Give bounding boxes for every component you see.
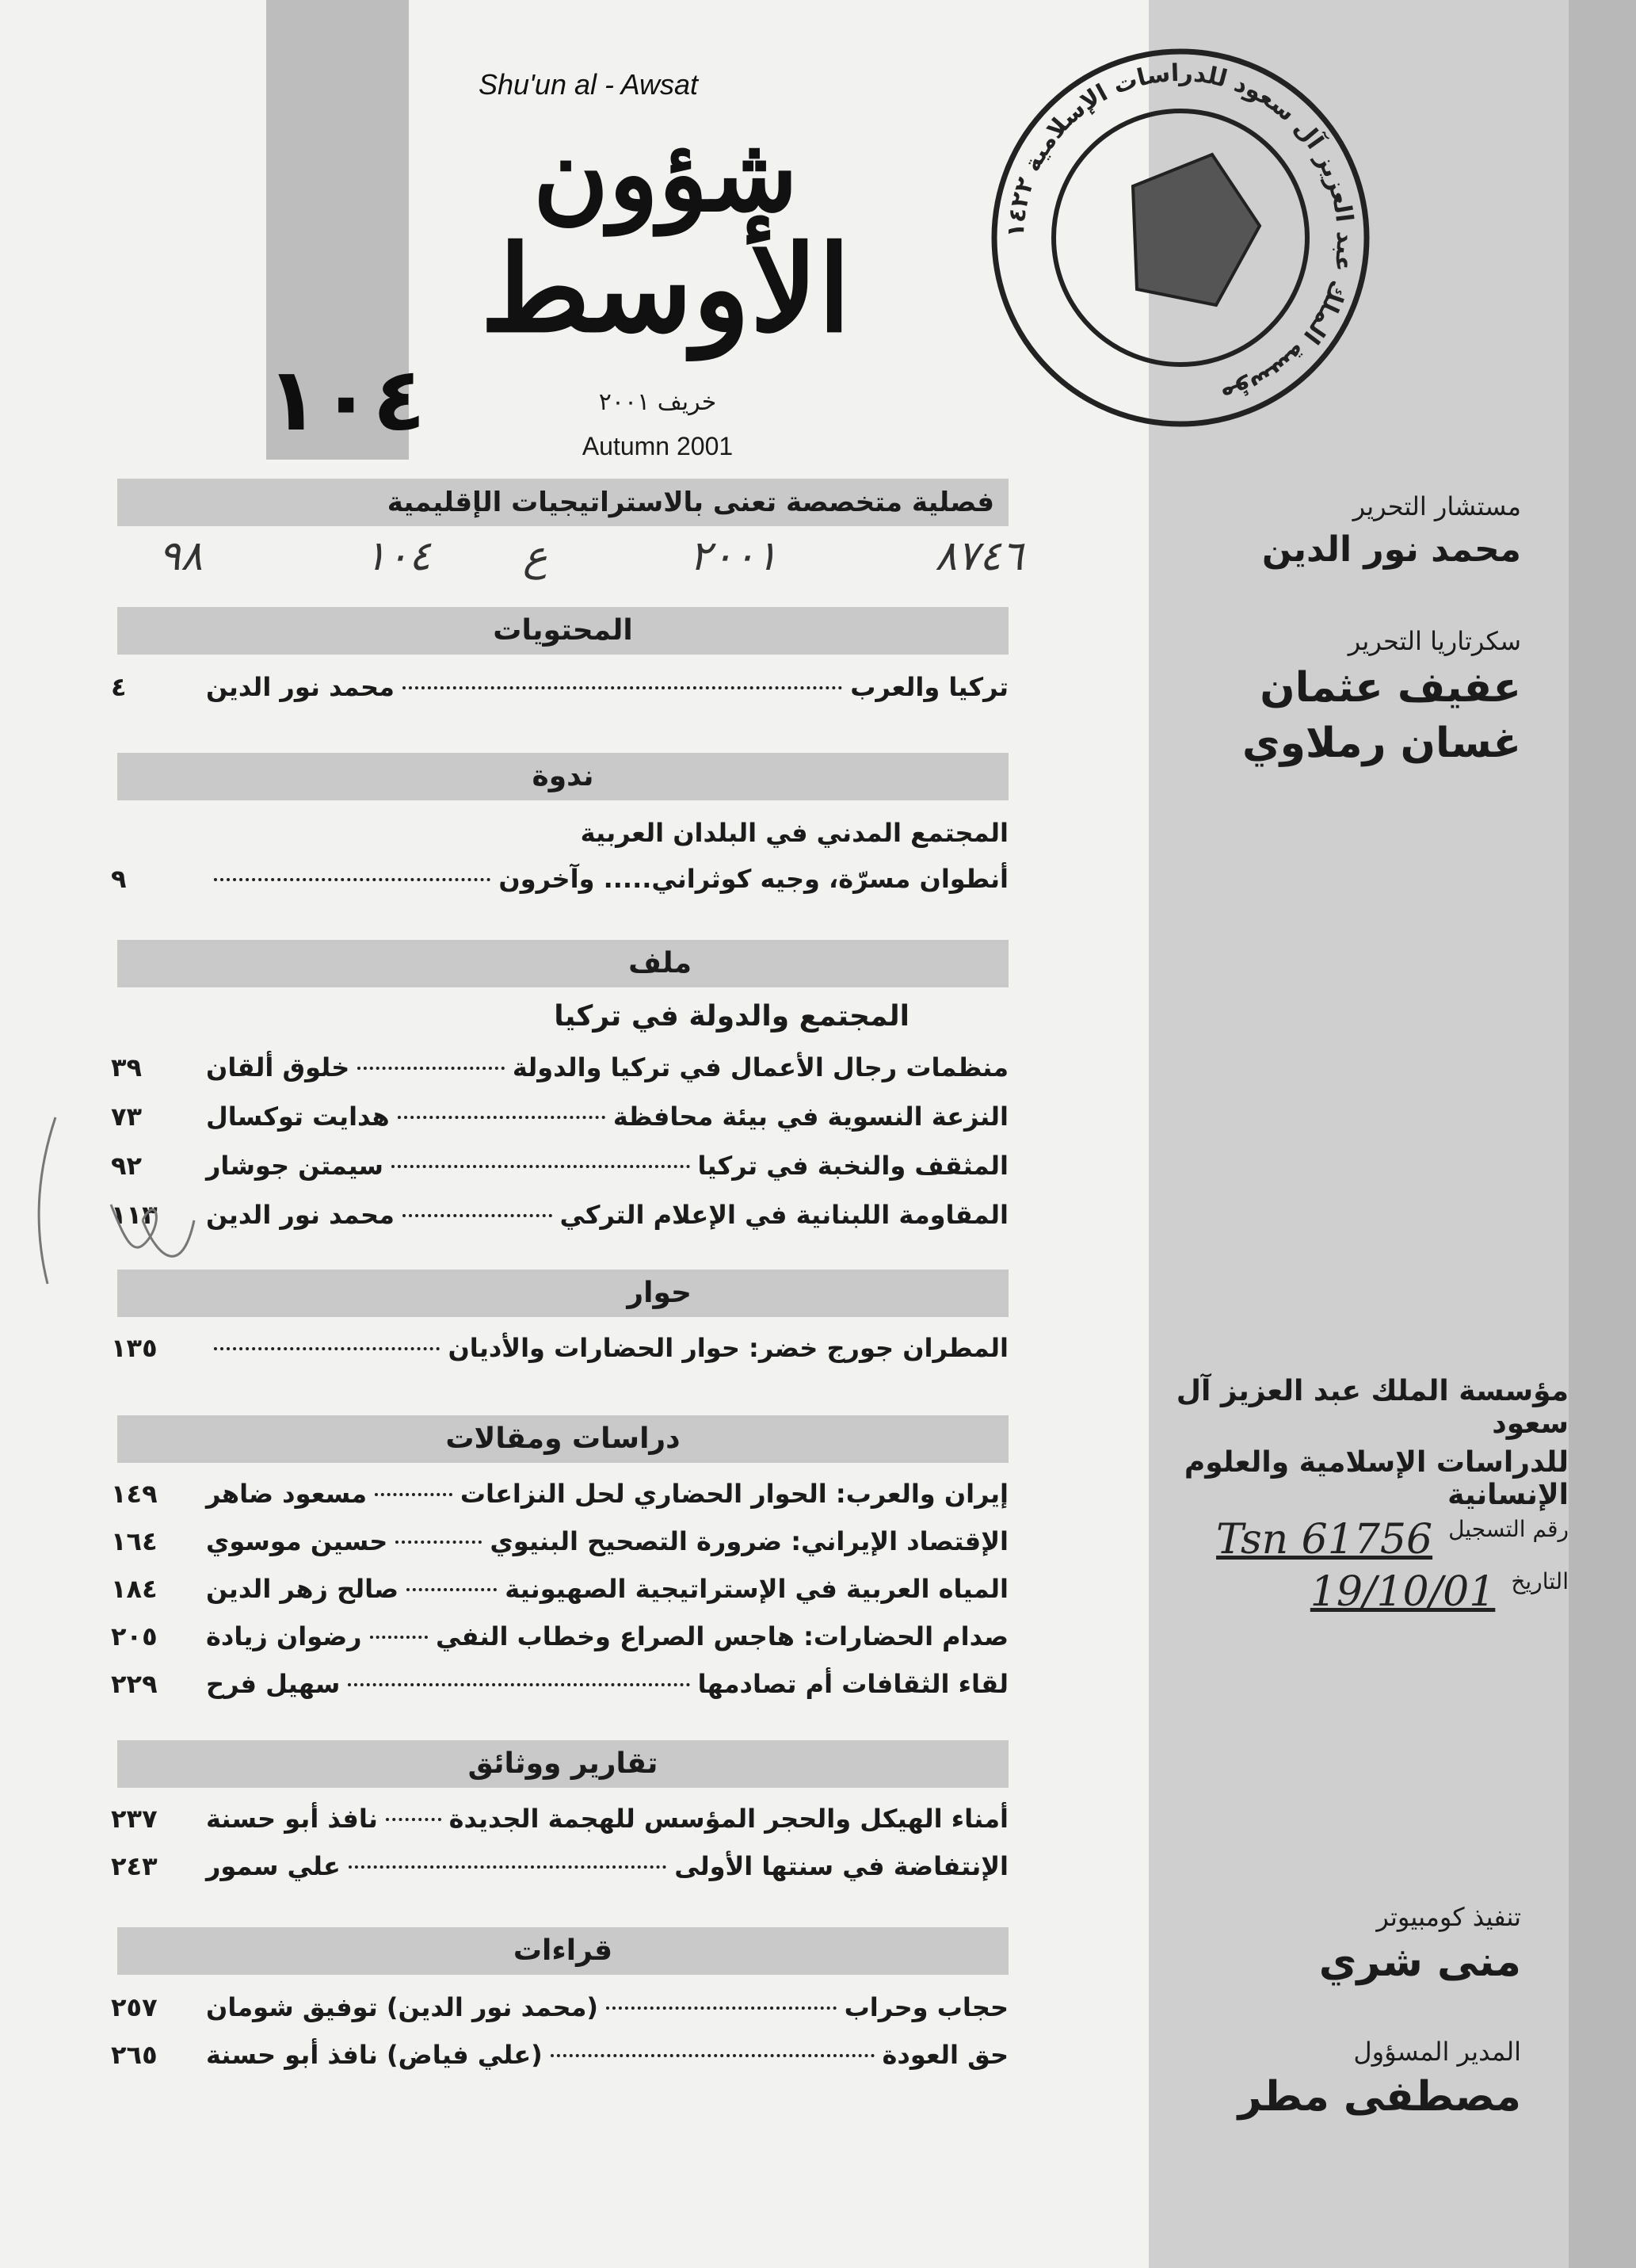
toc-page: ٤ bbox=[111, 672, 127, 702]
toc-leader bbox=[551, 2054, 875, 2057]
toc-page: ٢٠٥ bbox=[111, 1621, 158, 1651]
toc-page: ٢٢٩ bbox=[111, 1669, 158, 1699]
toc-row[interactable] bbox=[111, 1804, 1009, 1843]
malaf-title-text: ملف bbox=[628, 947, 692, 979]
toc-leader bbox=[386, 1818, 441, 1821]
toc-page: ٧٣ bbox=[111, 1102, 143, 1132]
toc-author: نافذ أبو حسنة bbox=[206, 1804, 378, 1834]
toc-author: حسين موسوي bbox=[206, 1526, 388, 1556]
library-stamp bbox=[1109, 1375, 1569, 1616]
toc-title: تركيا والعرب bbox=[850, 672, 1009, 702]
malaf-subtitle: المجتمع والدولة في تركيا bbox=[554, 1000, 910, 1033]
contents-title: المحتويات bbox=[493, 614, 633, 647]
toc-page: ١١٣ bbox=[111, 1200, 158, 1230]
toc-row[interactable] bbox=[111, 1574, 1009, 1613]
library-stamp-line1: مؤسسة الملك عبد العزيز آل سعود bbox=[1176, 1375, 1569, 1440]
toc-title: حجاب وحراب bbox=[844, 1992, 1009, 2022]
toc-page: ١٦٤ bbox=[111, 1526, 158, 1556]
hiwar-title bbox=[117, 1270, 1009, 1317]
nadwa-title: ندوة bbox=[532, 760, 594, 792]
toc-title: النزعة النسوية في بيئة محافظة bbox=[612, 1102, 1009, 1132]
logo-english-text: Shu'un al - Awsat bbox=[479, 68, 699, 101]
toc-page: ٩٢ bbox=[111, 1151, 143, 1181]
toc-row[interactable] bbox=[111, 1526, 1009, 1566]
staff-advisor bbox=[1157, 491, 1521, 570]
staff-manager bbox=[1157, 2037, 1521, 2121]
toc-page: ٢٣٧ bbox=[111, 1804, 158, 1834]
toc-page: ٩ bbox=[111, 864, 127, 894]
library-stamp-line2: للدراسات الإسلامية والعلوم الإنسانية bbox=[1184, 1446, 1569, 1511]
toc-page: ٢٥٧ bbox=[111, 1992, 158, 2022]
nadwa-subtitle: المجتمع المدني في البلدان العربية bbox=[580, 818, 1009, 848]
handwritten-note-4: ٢٠٠١ bbox=[689, 533, 778, 580]
toc-title: منظمات رجال الأعمال في تركيا والدولة bbox=[512, 1052, 1009, 1082]
toc-title: صدام الحضارات: هاجس الصراع وخطاب النفي bbox=[436, 1621, 1009, 1651]
toc-author: رضوان زيادة bbox=[206, 1621, 362, 1651]
secretary-2-name: غسان رملاوي bbox=[1241, 720, 1521, 767]
logo-arabic-line2: الأوسط bbox=[480, 220, 851, 359]
toc-leader bbox=[395, 1541, 482, 1544]
toc-leader bbox=[391, 1165, 690, 1168]
library-reg-value: Tsn 61756 bbox=[1216, 1516, 1433, 1564]
toc-row[interactable] bbox=[111, 1151, 1009, 1190]
toc-row[interactable] bbox=[111, 1621, 1009, 1661]
toc-title: أمناء الهيكل والحجر المؤسس للهجمة الجديدة bbox=[448, 1804, 1009, 1834]
toc-page: ١٣٥ bbox=[111, 1333, 158, 1363]
toc-row[interactable] bbox=[111, 1992, 1009, 2032]
toc-author: صالح زهر الدين bbox=[206, 1574, 399, 1604]
toc-row[interactable] bbox=[111, 1479, 1009, 1518]
toc-author: (علي فياض) نافذ أبو حسنة bbox=[206, 2040, 543, 2070]
toc-row[interactable] bbox=[111, 1102, 1009, 1141]
toc-leader bbox=[375, 1493, 452, 1496]
secretaries-label: سكرتاريا التحرير bbox=[1348, 626, 1521, 656]
season-english: Autumn 2001 bbox=[582, 432, 734, 460]
staff-computer bbox=[1157, 1902, 1521, 1986]
toc-row[interactable] bbox=[111, 1669, 1009, 1709]
qiraat-title: قراءات bbox=[513, 1934, 613, 1967]
seal-ring-text: مؤسسة الملك عبد العزيز آل سعود للدراسات الإسلامية ١٤٢٢ bbox=[1001, 59, 1360, 410]
toc-title: المياه العربية في الإستراتيجية الصهيونية bbox=[505, 1574, 1009, 1604]
handwritten-note-1: ٩٨ bbox=[158, 533, 203, 580]
season-arabic: خريف ٢٠٠١ bbox=[598, 388, 717, 416]
dirasat-title: دراسات ومقالات bbox=[445, 1422, 681, 1455]
toc-page: ١٤٩ bbox=[111, 1479, 158, 1509]
issue-number: ١٠٤ bbox=[266, 349, 426, 450]
toc-leader bbox=[357, 1067, 505, 1070]
advisor-name: محمد نور الدين bbox=[1261, 529, 1521, 570]
toc-row[interactable] bbox=[111, 1333, 1009, 1373]
toc-row[interactable] bbox=[111, 1200, 1009, 1239]
computer-name: منى شري bbox=[1318, 1938, 1521, 1986]
toc-leader bbox=[398, 1116, 605, 1119]
toc-leader bbox=[349, 1865, 666, 1869]
page-edge-shadow bbox=[1569, 0, 1636, 2268]
toc-author: خلوق ألقان bbox=[206, 1052, 350, 1082]
library-date-row bbox=[1109, 1568, 1569, 1616]
toc-title: الإنتفاضة في سنتها الأولى bbox=[674, 1851, 1009, 1881]
toc-leader bbox=[606, 2006, 837, 2010]
toc-leader bbox=[402, 686, 842, 689]
toc-leader bbox=[348, 1683, 689, 1686]
toc-page: ٢٤٣ bbox=[111, 1851, 158, 1881]
handwritten-note-3: ع bbox=[523, 533, 548, 580]
toc-author: سيمتن جوشار bbox=[206, 1151, 384, 1181]
toc-page: ٢٦٥ bbox=[111, 2040, 158, 2070]
toc-title: حق العودة bbox=[882, 2040, 1009, 2070]
toc-leader bbox=[214, 878, 490, 881]
toc-title: المثقف والنخبة في تركيا bbox=[697, 1151, 1009, 1181]
toc-leader bbox=[370, 1636, 428, 1639]
toc-page: ١٨٤ bbox=[111, 1574, 158, 1604]
toc-author: (محمد نور الدين) توفيق شومان bbox=[206, 1992, 599, 2022]
logo-arabic bbox=[444, 113, 887, 359]
advisor-label: مستشار التحرير bbox=[1352, 491, 1521, 521]
toc-title: المطران جورج خضر: حوار الحضارات والأديان bbox=[448, 1333, 1009, 1363]
seal-emblem-icon bbox=[1133, 155, 1260, 305]
pencil-scribble-icon bbox=[24, 1102, 206, 1308]
toc-author: مسعود ضاهر bbox=[206, 1479, 368, 1509]
toc-author: محمد نور الدين bbox=[206, 672, 395, 702]
taqarir-title: تقارير ووثائق bbox=[467, 1747, 658, 1780]
computer-label: تنفيذ كومبيوتر bbox=[1376, 1902, 1521, 1932]
library-reg-label: رقم التسجيل bbox=[1448, 1516, 1569, 1542]
toc-leader bbox=[402, 1214, 552, 1217]
toc-row[interactable] bbox=[111, 1851, 1009, 1891]
toc-author: علي سمور bbox=[206, 1851, 341, 1881]
toc-row[interactable] bbox=[111, 1052, 1009, 1092]
toc-author: أنطوان مسرّة، وجيه كوثراني..... وآخرون bbox=[498, 864, 1009, 894]
malaf-title bbox=[117, 940, 1009, 987]
tagline: فصلية متخصصة تعنى بالاستراتيجيات الإقليمية bbox=[387, 487, 994, 518]
library-date-label: التاريخ bbox=[1511, 1568, 1569, 1594]
manager-label: المدير المسؤول bbox=[1353, 2037, 1521, 2067]
staff-secretaries bbox=[1157, 626, 1521, 767]
toc-row[interactable] bbox=[111, 2040, 1009, 2079]
toc-title: إيران والعرب: الحوار الحضاري لحل النزاعات bbox=[460, 1479, 1009, 1509]
toc-title: الإقتصاد الإيراني: ضرورة التصحيح البنيوي bbox=[490, 1526, 1009, 1556]
secretary-1-name: عفيف عثمان bbox=[1260, 664, 1521, 712]
library-reg-row bbox=[1109, 1516, 1569, 1564]
toc-title: لقاء الثقافات أم تصادمها bbox=[697, 1669, 1009, 1699]
manager-name: مصطفى مطر bbox=[1237, 2073, 1521, 2121]
toc-leader bbox=[406, 1588, 497, 1591]
toc-page: ٣٩ bbox=[111, 1052, 143, 1082]
handwritten-note-2: ١٠٤ bbox=[364, 533, 431, 580]
toc-author: محمد نور الدين bbox=[206, 1200, 395, 1230]
logo-arabic-line1: شؤون bbox=[532, 113, 799, 235]
handwritten-note-5: ٨٧٤٦ bbox=[935, 533, 1024, 580]
toc-title: المقاومة اللبنانية في الإعلام التركي bbox=[559, 1200, 1009, 1230]
library-date-value: 19/10/01 bbox=[1310, 1568, 1496, 1616]
toc-leader bbox=[214, 1347, 440, 1350]
toc-author: هدايت توكسال bbox=[206, 1102, 390, 1132]
toc-row[interactable] bbox=[111, 672, 1009, 712]
hiwar-title-text: حوار bbox=[627, 1277, 692, 1309]
logo-english bbox=[479, 70, 698, 100]
toc-row[interactable] bbox=[111, 864, 1009, 903]
toc-author: سهيل فرح bbox=[206, 1669, 341, 1699]
round-seal-stamp bbox=[978, 44, 1382, 432]
